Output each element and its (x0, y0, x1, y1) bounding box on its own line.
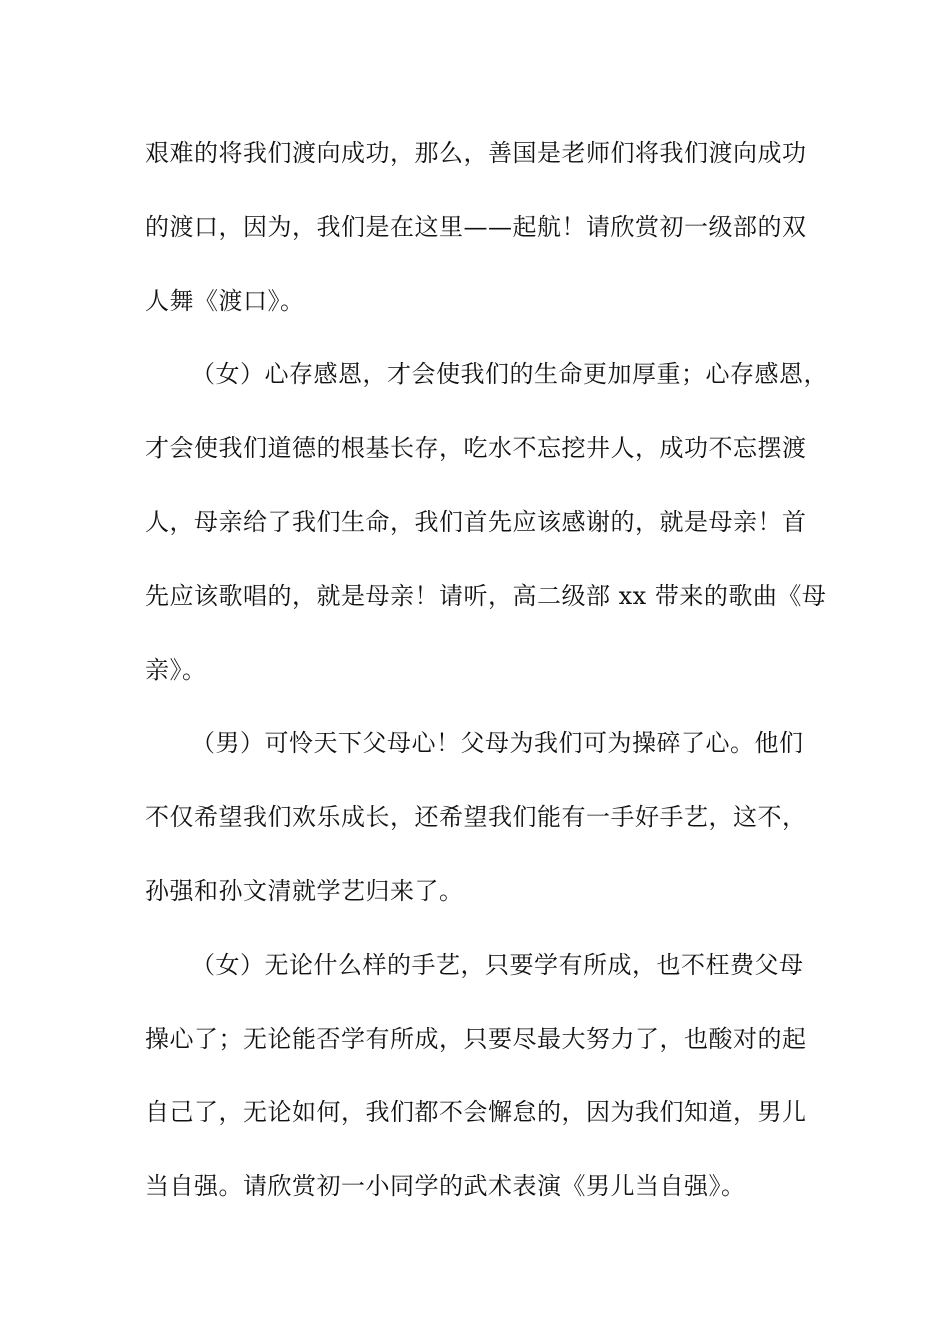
paragraph-4 (145, 942, 815, 1237)
document-body (145, 130, 828, 1237)
text-line: 人舞《渡口》。 (145, 286, 305, 315)
text-line: （女）无论什么样的手艺，只要学有所成，也不枉费父母 (191, 950, 804, 979)
text-line: 自己了，无论如何，我们都不会懈怠的，因为我们知道，男儿 (145, 1098, 807, 1127)
text-line: 才会使我们道德的根基长存，吃水不忘挖井人，成功不忘摆渡 (145, 434, 807, 463)
text-line: 不仅希望我们欢乐成长，还希望我们能有一手好手艺，这不， (145, 803, 807, 832)
paragraph-1 (145, 130, 815, 351)
text-line: 人，母亲给了我们生命，我们首先应该感谢的，就是母亲！首 (145, 507, 807, 536)
text-line: 操心了；无论能否学有所成，只要尽最大努力了，也酸对的起 (145, 1024, 807, 1053)
text-line: 亲》。 (145, 655, 207, 684)
text-line: 先应该歌唱的，就是母亲！请听，高二级部 xx 带来的歌曲《母 (145, 581, 827, 610)
paragraph-2 (145, 351, 828, 720)
paragraph-3 (145, 720, 815, 941)
text-line: （男）可怜天下父母心！父母为我们可为操碎了心。他们 (191, 729, 804, 758)
text-line: 孙强和孙文清就学艺归来了。 (145, 876, 464, 905)
text-line: 当自强。请欣赏初一小同学的武术表演《男儿当自强》。 (145, 1172, 746, 1201)
text-line: 的渡口，因为，我们是在这里——起航！请欣赏初一级部的双 (145, 212, 807, 241)
text-line: 艰难的将我们渡向成功，那么，善国是老师们将我们渡向成功 (145, 139, 807, 167)
text-line: （女）心存感恩，才会使我们的生命更加厚重；心存感恩， (191, 360, 828, 389)
